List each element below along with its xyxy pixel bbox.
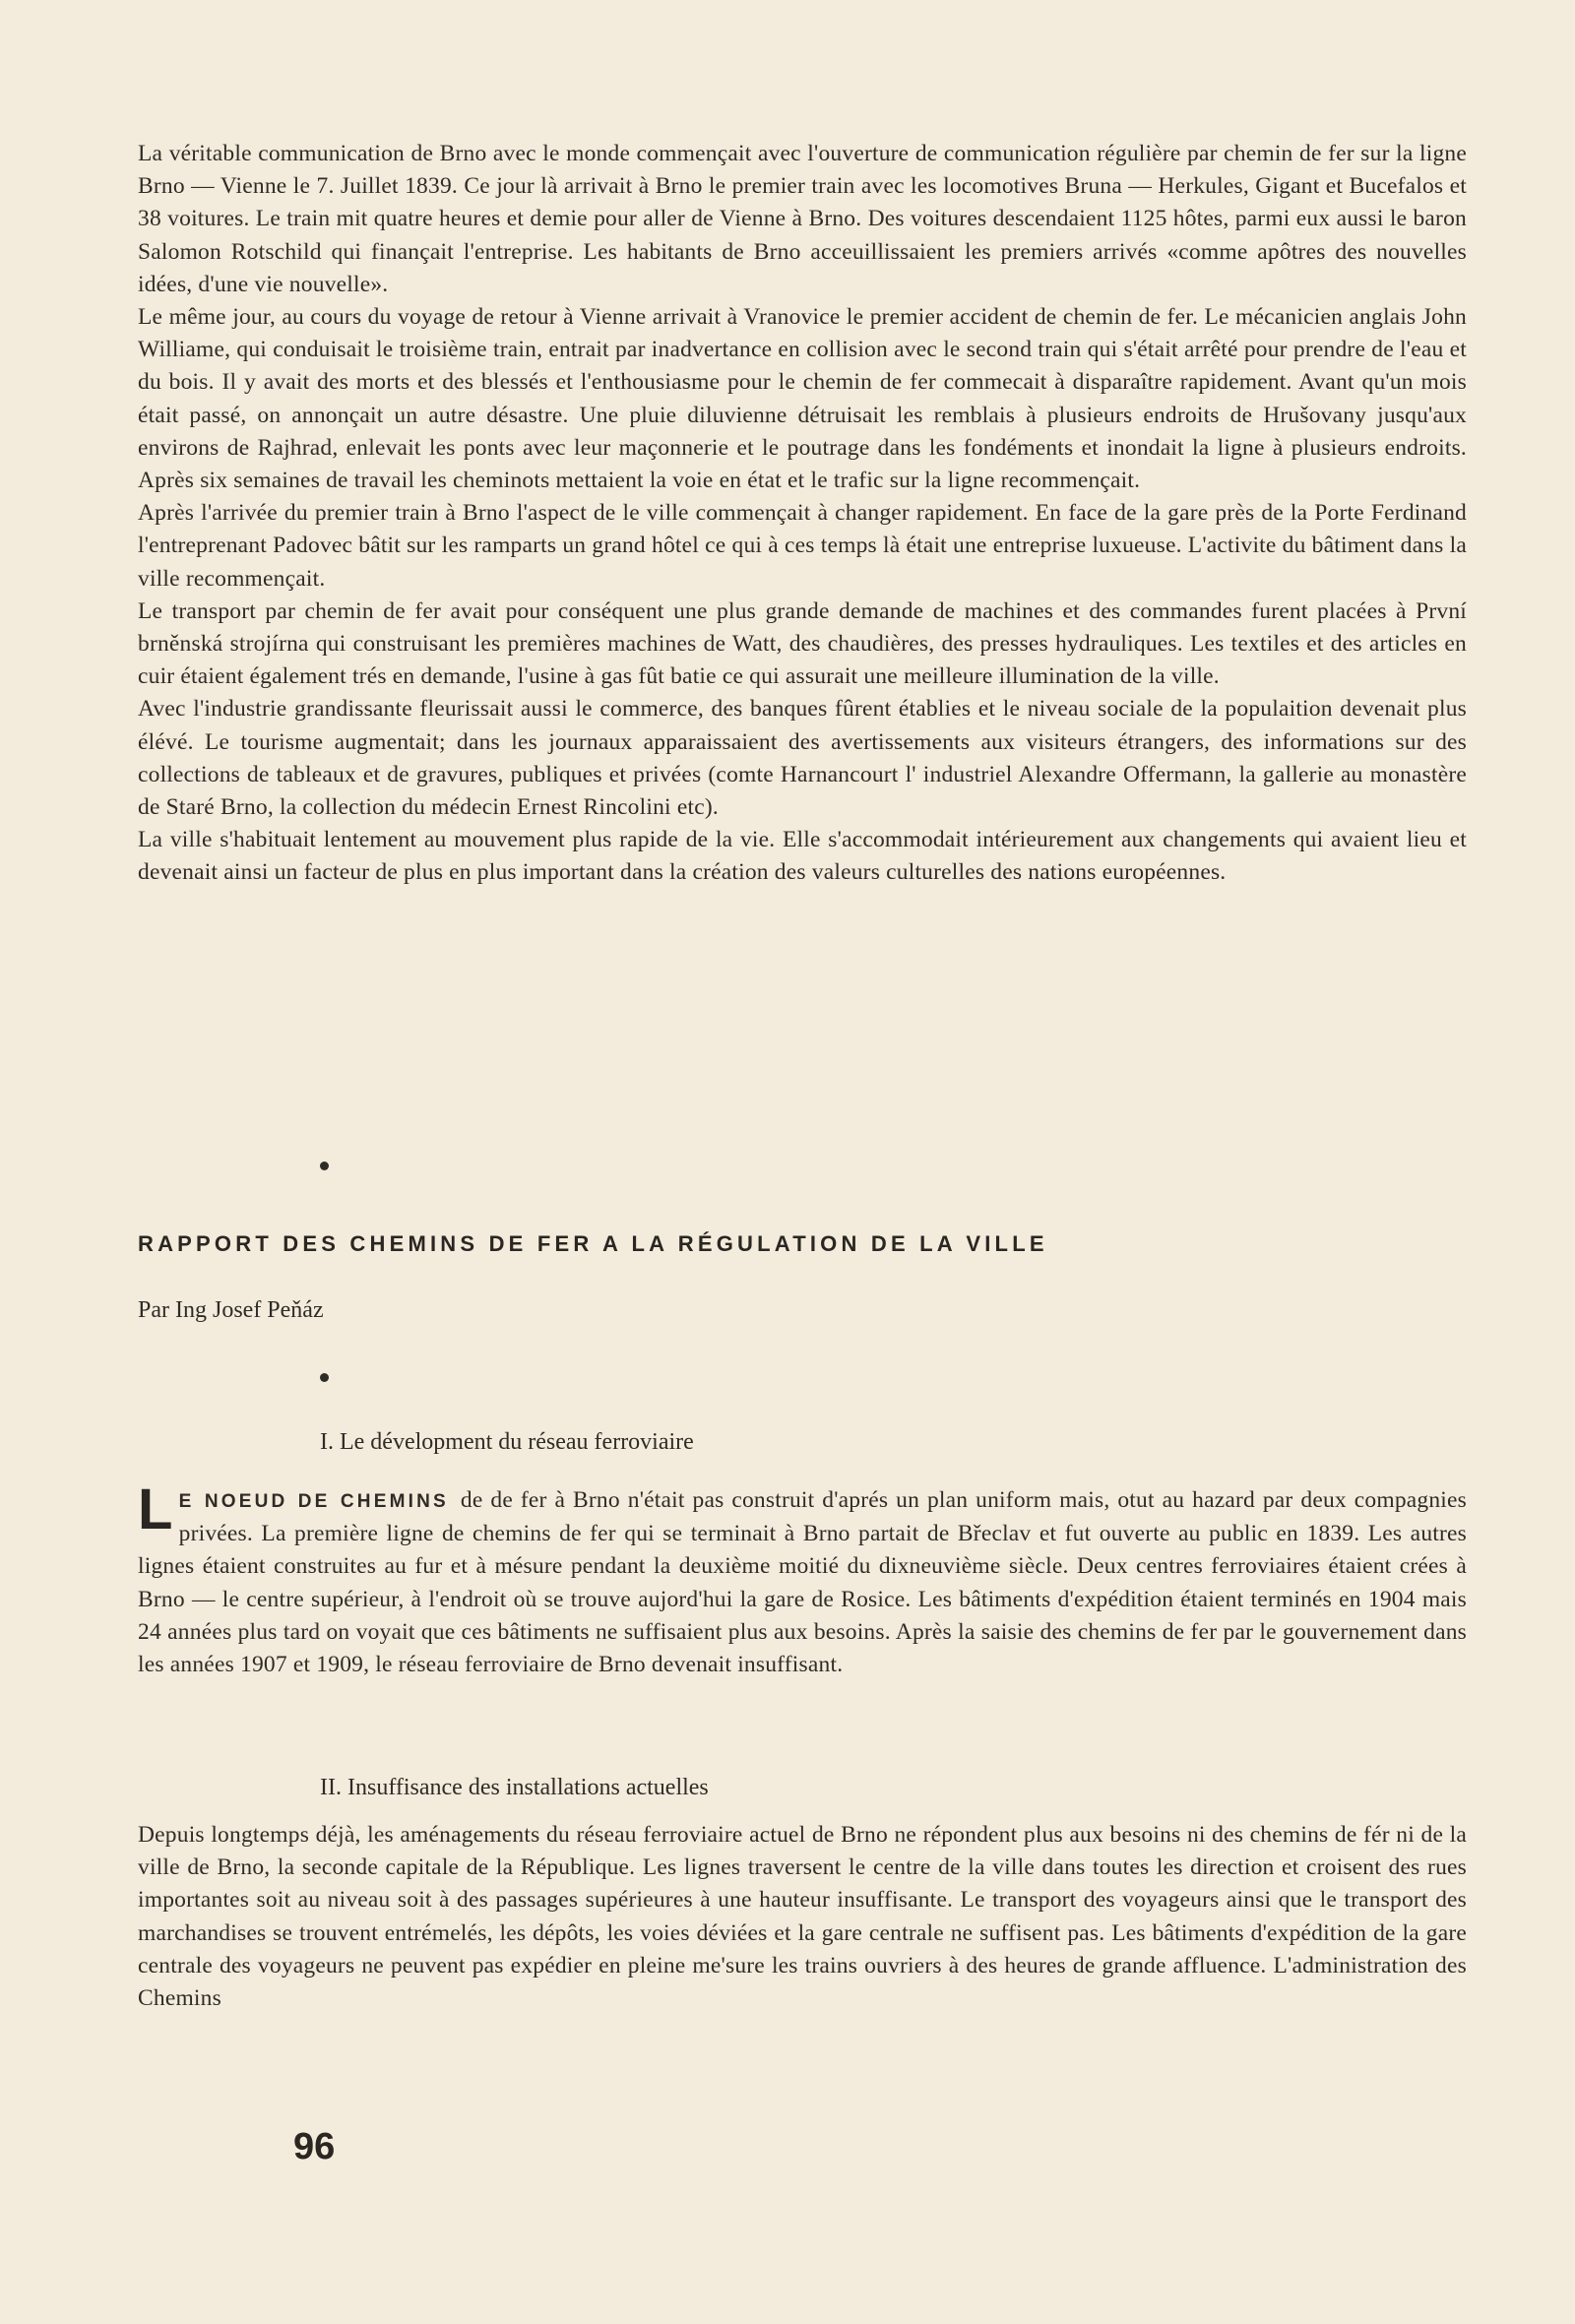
section-1-heading: I. Le dévelopment du réseau ferroviaire xyxy=(320,1429,694,1455)
separator-bullet xyxy=(320,1162,329,1170)
intro-paragraph-3: Après l'arrivée du premier train à Brno l'aspect de le ville commençait à changer rapidement. En face de la gare près de la Porte Ferdinand l'entreprenant Padovec bâtit sur les ramparts un grand hôtel ce qui à ces temps là était une entreprise luxueuse. L'activite du bâtiment dans la ville recommençait. xyxy=(138,500,1467,592)
section-2-heading: II. Insuffisance des installations actuelles xyxy=(320,1775,709,1800)
article-author: Par Ing Josef Peňáz xyxy=(138,1297,324,1323)
article-title: RAPPORT DES CHEMINS DE FER A LA RÉGULATION DE LA VILLE xyxy=(138,1231,1048,1256)
separator-bullet xyxy=(320,1373,329,1382)
intro-paragraph-6: La ville s'habituait lentement au mouvement plus rapide de la vie. Elle s'accommodait intérieurement aux changements qui avaient lieu et devenait ainsi un facteur de plus en plus important dans la création des valeurs culturelles des nations européennes. xyxy=(138,827,1467,886)
intro-paragraph-2: Le même jour, au cours du voyage de retour à Vienne arrivait à Vranovice le premier accident de chemin de fer. Le mécanicien anglais John Williame, qui conduisait le troisième train, entrait par inadvertance en collision avec le second train qui s'était arrêté pour prendre de l'eau et du bois. Il y avait des morts et des blessés et l'enthousiasme pour le chemin de fer commecait à disparaître rapidement. Avant qu'un mois était passé, on annonçait un autre désastre. Une pluie diluvienne détruisait les remblais à plusieurs endroits de Hrušovany jusqu'aux environs de Rajhrad, enlevait les ponts avec leur maçonnerie et le poutrage dans les fondéments et inondait la ligne à plusieurs endroits. Après six semaines de travail les cheminots mettaient la voie en état et le trafic sur la ligne recommençait. xyxy=(138,304,1467,494)
intro-paragraph-1: La véritable communication de Brno avec le monde commençait avec l'ouverture de communication régulière par chemin de fer sur la ligne Brno — Vienne le 7. Juillet 1839. Ce jour là arrivait à Brno le premier train avec les locomotives Bruna — Herkules, Gigant et Bucefalos et 38 voitures. Le train mit quatre heures et demie pour aller de Vienne à Brno. Des voitures descendaient 1125 hôtes, parmi eux aussi le baron Salomon Rotschild qui finançait l'entreprise. Les habitants de Brno acceuillissaient les premiers arrivés «comme apôtres des nouvelles idées, d'une vie nouvelle». xyxy=(138,141,1467,297)
drop-cap: L xyxy=(138,1477,173,1541)
page-number: 96 xyxy=(293,2126,336,2167)
section-2-text: Depuis longtemps déjà, les aménagements du réseau ferroviaire actuel de Brno ne répondent plus aux besoins ni des chemins de fér ni de la ville de Brno, la seconde capitale de la République. Les lignes traversent le centre de la ville dans toutes les direction et croisent des rues importantes soit au niveau soit à des passages supérieures à une hauteur insuffisante. Le transport des voyageurs ainsi que le transport des marchandises se trouvent entrémelés, les dépôts, les voies déviées et la gare centrale ne suffisent pas. Les bâtiments d'expédition de la gare centrale des voyageurs ne peuvent pas expédier en pleine me'sure les trains ouvriers à des heures de grande affluence. L'administration des Chemins xyxy=(138,1822,1467,2012)
intro-paragraph-5: Avec l'industrie grandissante fleurissait aussi le commerce, des banques fûrent établies et le niveau sociale de la populaition devenait plus élévé. Le tourisme augmentait; dans les journaux apparaissaient des avertissements aux visiteurs étrangers, des informations sur des collections de tableaux et de gravures, publiques et privées (comte Harnancourt l' industriel Alexandre Offermann, la gallerie au monastère de Staré Brno, la collection du médecin Ernest Rincolini etc). xyxy=(138,696,1467,821)
section-2-body xyxy=(138,1819,1467,2015)
lead-in-text: E NOEUD DE CHEMINS xyxy=(178,1491,449,1512)
intro-text xyxy=(138,138,1467,890)
section-1-body xyxy=(138,1477,1468,1681)
intro-paragraph-4: Le transport par chemin de fer avait pour conséquent une plus grande demande de machines et des commandes furent placées à První brněnská strojírna qui construisant les premières machines de Watt, des chaudières, des presses hydrauliques. Les textiles et des articles en cuir étaient également trés en demande, l'usine à gas fût batie ce qui assurait une meilleure illumination de la ville. xyxy=(138,597,1467,690)
section-1-text: de de fer à Brno n'était pas construit d'aprés un plan uniform mais, otut au hazard par deux compagnies privées. La première ligne de chemins de fer qui se terminait à Brno partait de Břeclav et fut ouverte au public en 1839. Les autres lignes étaient construites au fur et à mésure pendant la deuxième moitié du dixneuvième siècle. Deux centres ferroviaires étaient crées à Brno — le centre supérieur, à l'endroit où se trouve aujord'hui la gare de Rosice. Les bâtiments d'expédition étaient terminés en 1904 mais 24 années plus tard on voyait que ces bâtiments ne suffisaient plus aux besoins. Après la saisie des chemins de fer par le gouvernement dans les années 1907 et 1909, le réseau ferroviaire de Brno devenait insuffisant. xyxy=(138,1487,1468,1678)
